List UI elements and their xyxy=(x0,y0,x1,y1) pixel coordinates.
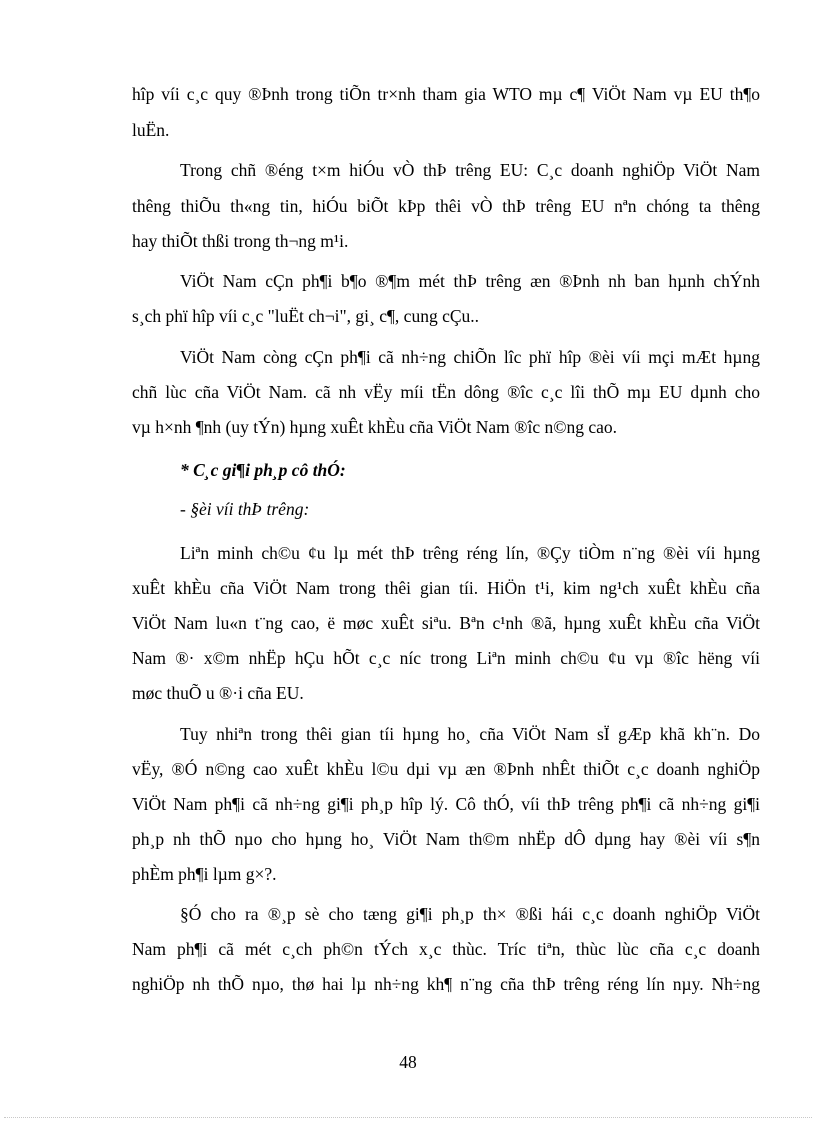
text-line: §Ó cho ra ®¸p sè cho tæng gi¶i ph¸p th× ®ßi hái c¸c doanh nghiÖp ViÖt xyxy=(180,904,760,924)
subsection-heading: - §èi víi thÞ trêng: xyxy=(180,499,310,519)
text-line: xuÊt khÈu cña ViÖt Nam trong thêi gian tíi. HiÖn t¹i, kim ng¹ch xuÊt khÈu cña xyxy=(132,578,760,598)
text-line: Nam ®· x©m nhËp hÇu hÕt c¸c níc trong Liªn minh ch©u ¢u vµ ®îc hëng víi xyxy=(132,648,760,668)
text-line: chñ lùc cña ViÖt Nam. cã nh vËy míi tËn dông ®îc c¸c lîi thÕ mµ EU dµnh cho xyxy=(132,382,760,402)
text-line: phÈm ph¶i lµm g×?. xyxy=(132,864,277,884)
text-line: ViÖt Nam ph¶i cã nh÷ng gi¶i ph¸p hîp lý. Cô thÓ, víi thÞ trêng ph¶i cã nh÷ng gi¶i xyxy=(132,794,760,814)
text-line: Liªn minh ch©u ¢u lµ mét thÞ trêng réng lín, ®Çy tiÒm n¨ng ®èi víi hµng xyxy=(180,543,760,563)
text-line: Tuy nhiªn trong thêi gian tíi hµng ho¸ cña ViÖt Nam sÏ gÆp khã kh¨n. Do xyxy=(180,724,760,744)
text-line: thêng thiÕu th«ng tin, hiÓu biÕt kÞp thêi vÒ thÞ trêng EU nªn chóng ta thêng xyxy=(132,196,760,216)
text-line: hîp víi c¸c quy ®Þnh trong tiÕn tr×nh tham gia WTO mµ c¶ ViÖt Nam vµ EU th¶o xyxy=(132,84,760,104)
text-line: vµ h×nh ¶nh (uy tÝn) hµng xuÊt khÈu cña ViÖt Nam ®îc n©ng cao. xyxy=(132,417,618,437)
section-heading: * C¸c gi¶i ph¸p cô thÓ: xyxy=(180,460,346,480)
text-line: nghiÖp nh thÕ nµo, thø hai lµ nh÷ng kh¶ n¨ng cña thÞ trêng réng lín nµy. Nh÷ng xyxy=(132,974,760,994)
text-line: ph¸p nh thÕ nµo cho hµng ho¸ ViÖt Nam th©m nhËp dÔ dµng hay ®èi víi s¶n xyxy=(132,829,760,849)
page-number: 48 xyxy=(399,1052,417,1072)
text-line: Nam ph¶i cã mét c¸ch ph©n tÝch x¸c thùc. Tríc tiªn, thùc lùc cña c¸c doanh xyxy=(132,939,760,959)
text-line: hay thiÕt thßi trong th¬ng m¹i. xyxy=(132,231,349,251)
text-line: s¸ch phï hîp víi c¸c "luËt ch¬i", gi¸ c¶, cung cÇu.. xyxy=(132,306,480,326)
text-line: ViÖt Nam còng cÇn ph¶i cã nh÷ng chiÕn lîc phï hîp ®èi víi mçi mÆt hµng xyxy=(180,347,760,367)
text-line: Trong chñ ®éng t×m hiÓu vÒ thÞ trêng EU: C¸c doanh nghiÖp ViÖt Nam xyxy=(180,160,760,180)
text-line: ViÖt Nam cÇn ph¶i b¶o ®¶m mét thÞ trêng æn ®Þnh nh ban hµnh chÝnh xyxy=(180,271,760,291)
text-line: vËy, ®Ó n©ng cao xuÊt khÈu l©u dµi vµ æn ®Þnh nhÊt thiÕt c¸c doanh nghiÖp xyxy=(132,759,760,779)
page-bottom-rule xyxy=(4,1117,812,1118)
text-line: luËn. xyxy=(132,120,170,140)
text-line: møc thuÕ u ®·i cña EU. xyxy=(132,683,304,703)
text-line: ViÖt Nam lu«n t¨ng cao, ë møc xuÊt siªu. Bªn c¹nh ®ã, hµng xuÊt khÈu cña ViÖt xyxy=(132,613,760,633)
